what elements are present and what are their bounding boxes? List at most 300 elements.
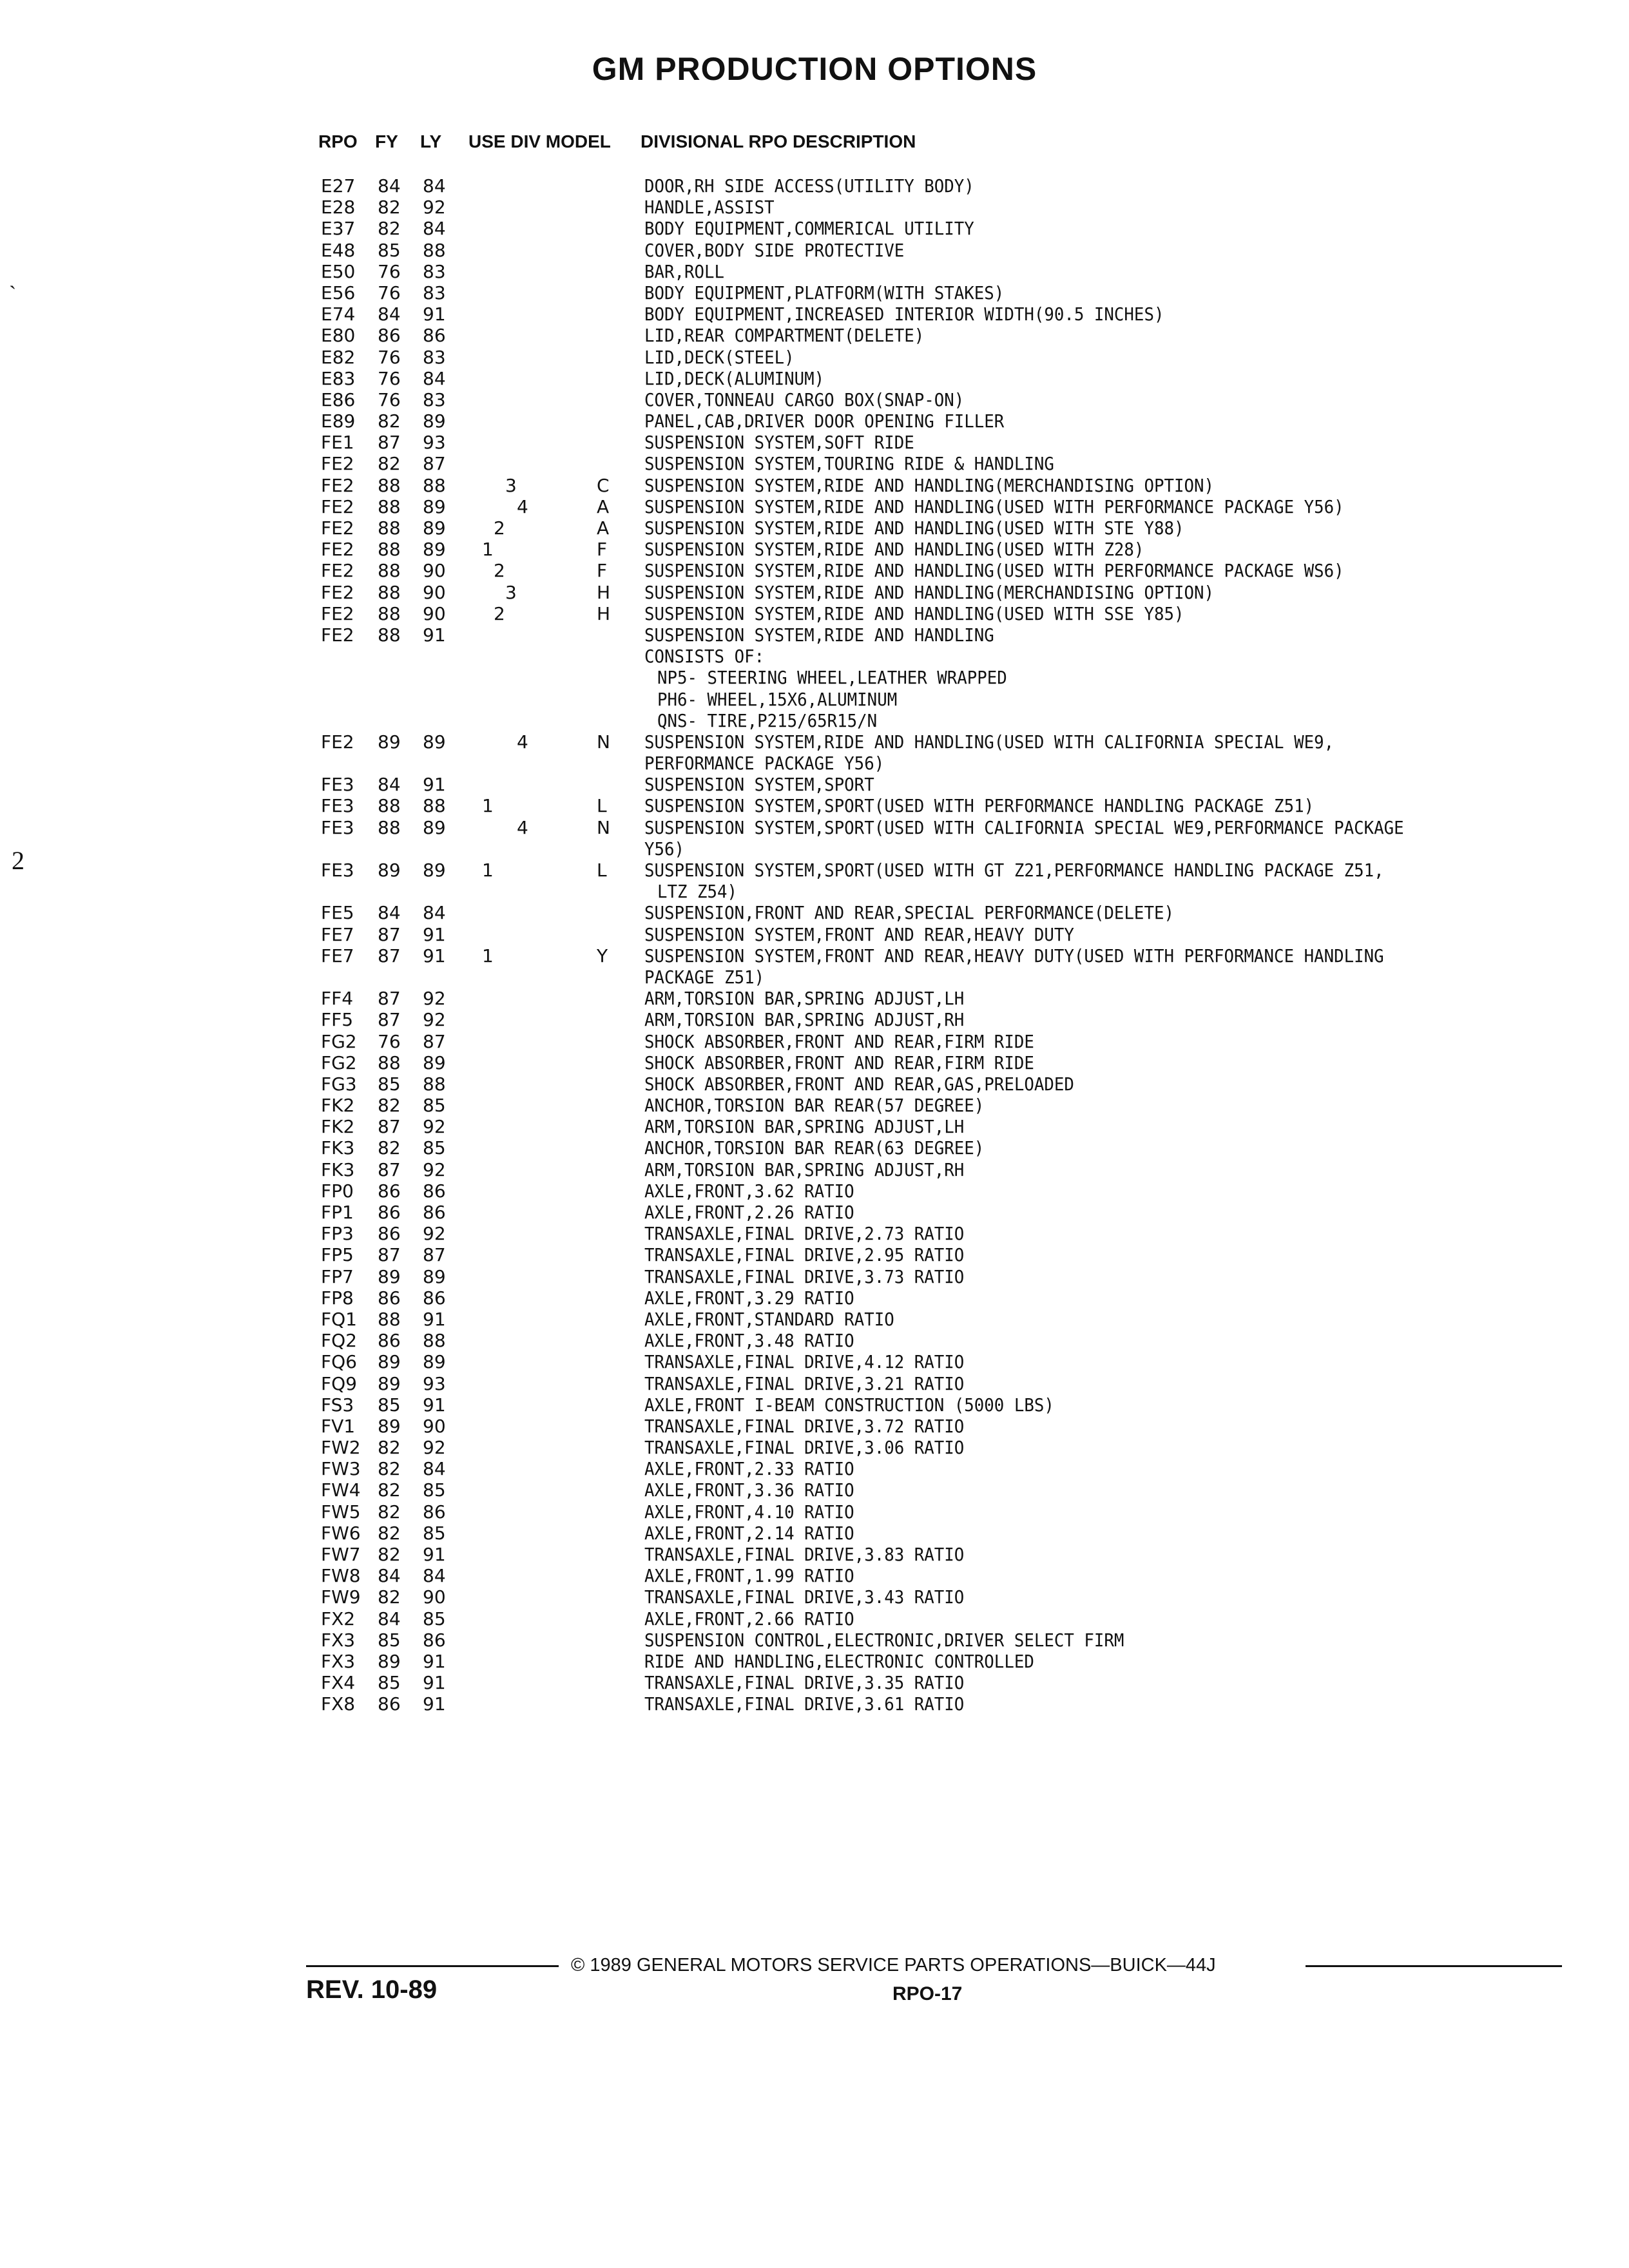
ly-cell: 93 [423,432,446,454]
description-cell: PH6- WHEEL,15X6,ALUMINUM [657,688,898,710]
table-row [0,710,1629,731]
fy-cell: 87 [378,945,401,966]
fy-cell: 82 [378,1501,401,1523]
fy-cell: 86 [378,1287,401,1309]
rpo-cell: E80 [321,325,356,347]
fy-cell: 89 [378,1415,401,1437]
table-row [0,838,1629,860]
ly-cell: 91 [423,1544,446,1565]
ly-cell: 91 [423,1672,446,1694]
description-cell: SUSPENSION SYSTEM,SPORT(USED WITH GT Z21,PERFORMANCE HANDLING PACKAGE Z51, [644,860,1384,881]
table-row [0,988,1629,1009]
table-row [0,1394,1629,1416]
description-cell: AXLE,FRONT,3.29 RATIO [644,1287,854,1309]
table-row [0,1116,1629,1137]
table-row [0,795,1629,816]
table-row [0,175,1629,197]
description-cell: TRANSAXLE,FINAL DRIVE,3.21 RATIO [644,1372,965,1394]
description-cell: SUSPENSION SYSTEM,FRONT AND REAR,HEAVY DUTY(USED WITH PERFORMANCE HANDLING [644,945,1384,966]
rpo-cell: FP7 [321,1265,354,1287]
description-cell: PERFORMANCE PACKAGE Y56) [644,753,885,774]
description-cell: SUSPENSION SYSTEM,SPORT [644,774,874,796]
fy-cell: 88 [378,517,401,539]
table-row [0,560,1629,581]
ly-cell: 92 [423,197,446,218]
rpo-cell: E50 [321,260,356,282]
ly-cell: 87 [423,453,446,475]
fy-cell: 88 [378,602,401,624]
description-cell: TRANSAXLE,FINAL DRIVE,3.83 RATIO [644,1544,965,1565]
page-title: GM PRODUCTION OPTIONS [592,51,1037,87]
rpo-cell: FX3 [321,1650,356,1672]
fy-cell: 88 [378,539,401,561]
ly-cell: 89 [423,1265,446,1287]
ly-cell: 91 [423,1650,446,1672]
ly-cell: 90 [423,602,446,624]
description-cell: DOOR,RH SIDE ACCESS(UTILITY BODY) [644,175,974,197]
rpo-cell: FV1 [321,1415,356,1437]
fy-cell: 89 [378,1372,401,1394]
model-cell: L [597,860,607,881]
description-cell: AXLE,FRONT,3.48 RATIO [644,1330,854,1352]
table-row [0,1586,1629,1608]
rpo-cell: FE2 [321,453,354,475]
description-cell: AXLE,FRONT,STANDARD RATIO [644,1308,894,1330]
description-cell: TRANSAXLE,FINAL DRIVE,2.95 RATIO [644,1244,965,1266]
table-row [0,1244,1629,1265]
rpo-cell: FQ1 [321,1308,357,1330]
margin-mark: 2 [12,846,24,875]
rpo-cell: FP0 [321,1180,354,1202]
table-row [0,646,1629,667]
fy-cell: 82 [378,1522,401,1544]
table-row [0,1416,1629,1437]
fy-cell: 85 [378,239,401,261]
rpo-cell: FE5 [321,902,354,924]
description-cell: SUSPENSION SYSTEM,RIDE AND HANDLING(USED WITH SSE Y85) [644,602,1184,624]
rpo-cell: FK2 [321,1116,355,1138]
rpo-cell: FW7 [321,1544,361,1565]
fy-cell: 84 [378,902,401,924]
rpo-cell: FE3 [321,860,354,881]
ly-cell: 91 [423,1693,446,1715]
rpo-cell: FF5 [321,1009,354,1031]
rpo-cell: FW5 [321,1501,361,1523]
rpo-cell: FW4 [321,1479,361,1501]
rpo-cell: FW6 [321,1522,361,1544]
ly-cell: 84 [423,175,446,197]
fy-cell: 87 [378,432,401,454]
rpo-cell: FK3 [321,1137,355,1159]
rpo-cell: FG3 [321,1073,357,1095]
table-row [0,1565,1629,1586]
table-row [0,453,1629,474]
ly-cell: 84 [423,1565,446,1587]
model-cell: A [597,495,610,517]
rpo-cell: FP3 [321,1223,354,1245]
rpo-cell: FX4 [321,1672,356,1694]
model-cell: N [597,731,610,753]
fy-cell: 87 [378,1009,401,1031]
table-row [0,1309,1629,1330]
description-cell: ARM,TORSION BAR,SPRING ADJUST,LH [644,988,965,1010]
fy-cell: 82 [378,410,401,432]
ly-cell: 90 [423,1415,446,1437]
description-cell: AXLE,FRONT,2.26 RATIO [644,1202,854,1223]
fy-cell: 88 [378,495,401,517]
description-cell: AXLE,FRONT,3.62 RATIO [644,1180,854,1202]
fy-cell: 86 [378,1180,401,1202]
use-div-cell: 2 [494,517,505,539]
header-rpo: RPO [318,131,358,151]
description-cell: SUSPENSION SYSTEM,RIDE AND HANDLING(USED WITH Z28) [644,539,1144,561]
description-cell: TRANSAXLE,FINAL DRIVE,4.12 RATIO [644,1351,965,1373]
table-row [0,1629,1629,1651]
description-cell: SUSPENSION SYSTEM,RIDE AND HANDLING(USED WITH PERFORMANCE PACKAGE Y56) [644,495,1344,517]
description-cell: SUSPENSION SYSTEM,RIDE AND HANDLING(USED WITH PERFORMANCE PACKAGE WS6) [644,560,1344,582]
table-row [0,368,1629,389]
footer-copyright: © 1989 GENERAL MOTORS SERVICE PARTS OPERATIONS—BUICK—44J [571,1955,1216,1975]
use-div-cell: 2 [494,560,505,582]
table-row [0,1501,1629,1523]
description-cell: AXLE,FRONT,1.99 RATIO [644,1565,854,1587]
rpo-cell: FX3 [321,1629,356,1651]
rpo-cell: FE7 [321,923,354,945]
ly-cell: 86 [423,1180,446,1202]
fy-cell: 76 [378,346,401,368]
rpo-cell: E83 [321,367,356,389]
description-cell: TRANSAXLE,FINAL DRIVE,3.35 RATIO [644,1672,965,1694]
fy-cell: 88 [378,1052,401,1073]
header-description: DIVISIONAL RPO DESCRIPTION [641,131,916,151]
fy-cell: 82 [378,197,401,218]
ly-cell: 89 [423,517,446,539]
fy-cell: 84 [378,774,401,796]
rpo-cell: FX8 [321,1693,356,1715]
fy-cell: 88 [378,1308,401,1330]
table-row [0,945,1629,966]
rpo-cell: FW3 [321,1458,361,1480]
rpo-cell: E82 [321,346,356,368]
fy-cell: 89 [378,1351,401,1373]
table-row [0,539,1629,560]
description-cell: TRANSAXLE,FINAL DRIVE,3.72 RATIO [644,1415,965,1437]
use-div-cell: 1 [482,539,494,561]
table-row [0,1693,1629,1715]
ly-cell: 91 [423,945,446,966]
description-cell: TRANSAXLE,FINAL DRIVE,3.61 RATIO [644,1693,965,1715]
use-div-cell: 3 [505,474,517,496]
ly-cell: 89 [423,731,446,753]
fy-cell: 86 [378,325,401,347]
table-row [0,325,1629,346]
header-fy: FY [375,131,398,151]
table-row [0,303,1629,325]
description-cell: BODY EQUIPMENT,PLATFORM(WITH STAKES) [644,282,1005,303]
ly-cell: 86 [423,1202,446,1223]
description-cell: Y56) [644,838,685,860]
rpo-cell: FQ9 [321,1372,357,1394]
fy-cell: 82 [378,1095,401,1117]
ly-cell: 86 [423,1501,446,1523]
fy-cell: 84 [378,1608,401,1629]
description-cell: CONSISTS OF: [644,646,765,668]
fy-cell: 82 [378,218,401,240]
description-cell: BODY EQUIPMENT,INCREASED INTERIOR WIDTH(90.5 INCHES) [644,303,1164,325]
fy-cell: 88 [378,795,401,817]
description-cell: COVER,TONNEAU CARGO BOX(SNAP-ON) [644,389,965,410]
table-row [0,1031,1629,1052]
ly-cell: 90 [423,581,446,603]
description-cell: SUSPENSION SYSTEM,FRONT AND REAR,HEAVY DUTY [644,923,1074,945]
description-cell: LID,DECK(STEEL) [644,346,795,368]
ly-cell: 91 [423,774,446,796]
description-cell: SHOCK ABSORBER,FRONT AND REAR,FIRM RIDE [644,1052,1034,1073]
use-div-cell: 4 [517,816,528,838]
model-cell: C [597,474,610,496]
ly-cell: 89 [423,539,446,561]
fy-cell: 88 [378,816,401,838]
fy-cell: 84 [378,303,401,325]
ly-cell: 83 [423,346,446,368]
table-row [0,1330,1629,1351]
rpo-cell: FP8 [321,1287,354,1309]
table-row [0,1009,1629,1030]
description-cell: PANEL,CAB,DRIVER DOOR OPENING FILLER [644,410,1005,432]
ly-cell: 85 [423,1522,446,1544]
rpo-cell: E74 [321,303,356,325]
rpo-cell: FE2 [321,624,354,646]
description-cell: SUSPENSION CONTROL,ELECTRONIC,DRIVER SELECT FIRM [644,1629,1124,1651]
ly-cell: 84 [423,902,446,924]
ly-cell: 91 [423,1308,446,1330]
rpo-cell: FE2 [321,517,354,539]
description-cell: HANDLE,ASSIST [644,197,775,218]
description-cell: SUSPENSION,FRONT AND REAR,SPECIAL PERFORMANCE(DELETE) [644,902,1174,924]
table-row [0,667,1629,688]
table-row [0,410,1629,432]
ly-cell: 91 [423,1394,446,1416]
fy-cell: 87 [378,923,401,945]
ly-cell: 91 [423,923,446,945]
use-div-cell: 4 [517,495,528,517]
rpo-cell: E56 [321,282,356,303]
fy-cell: 86 [378,1693,401,1715]
table-row [0,1351,1629,1372]
table-row [0,924,1629,945]
rpo-cell: FE3 [321,816,354,838]
description-cell: TRANSAXLE,FINAL DRIVE,2.73 RATIO [644,1223,965,1245]
use-div-cell: 3 [505,581,517,603]
fy-cell: 82 [378,1458,401,1480]
table-row [0,731,1629,753]
ly-cell: 88 [423,795,446,817]
fy-cell: 82 [378,1479,401,1501]
fy-cell: 76 [378,1030,401,1052]
footer-rule-right [1306,1965,1562,1967]
fy-cell: 85 [378,1629,401,1651]
table-row [0,1052,1629,1073]
rpo-cell: FQ6 [321,1351,357,1373]
model-cell: F [597,539,608,561]
use-div-cell: 1 [482,860,494,881]
ly-cell: 89 [423,1351,446,1373]
table-row [0,475,1629,496]
description-cell: SUSPENSION SYSTEM,TOURING RIDE & HANDLING [644,453,1054,475]
description-cell: SUSPENSION SYSTEM,RIDE AND HANDLING(MERCHANDISING OPTION) [644,474,1215,496]
table-row [0,1073,1629,1095]
description-cell: SUSPENSION SYSTEM,SPORT(USED WITH CALIFORNIA SPECIAL WE9,PERFORMANCE PACKAGE [644,816,1404,838]
table-row [0,1672,1629,1693]
ly-cell: 90 [423,560,446,582]
fy-cell: 88 [378,474,401,496]
ly-cell: 88 [423,1073,446,1095]
rpo-cell: FE2 [321,602,354,624]
ly-cell: 92 [423,1437,446,1459]
rpo-cell: FK2 [321,1095,355,1117]
rpo-cell: FP1 [321,1202,354,1223]
fy-cell: 85 [378,1073,401,1095]
rpo-cell: E89 [321,410,356,432]
table-row [0,1137,1629,1158]
table-row [0,753,1629,774]
fy-cell: 88 [378,560,401,582]
ly-cell: 86 [423,1629,446,1651]
ly-cell: 92 [423,988,446,1010]
ly-cell: 90 [423,1586,446,1608]
table-row [0,1159,1629,1180]
ly-cell: 92 [423,1009,446,1031]
rpo-cell: FE2 [321,581,354,603]
model-cell: A [597,517,610,539]
fy-cell: 76 [378,282,401,303]
table-row [0,603,1629,624]
model-cell: Y [597,945,608,966]
rpo-cell: FF4 [321,988,354,1010]
description-cell: TRANSAXLE,FINAL DRIVE,3.73 RATIO [644,1265,965,1287]
rpo-cell: FE2 [321,560,354,582]
fy-cell: 76 [378,260,401,282]
ly-cell: 85 [423,1608,446,1629]
table-row [0,197,1629,218]
rpo-cell: FE2 [321,474,354,496]
model-cell: H [597,581,611,603]
ly-cell: 87 [423,1244,446,1266]
table-row [0,817,1629,838]
table-row [0,1651,1629,1672]
rpo-cell: FW8 [321,1565,361,1587]
ly-cell: 89 [423,495,446,517]
rpo-cell: FK3 [321,1158,355,1180]
fy-cell: 87 [378,1158,401,1180]
rpo-cell: E28 [321,197,356,218]
use-div-cell: 1 [482,795,494,817]
rpo-cell: FS3 [321,1394,354,1416]
fy-cell: 87 [378,1244,401,1266]
table-row [0,1458,1629,1479]
rpo-cell: E48 [321,239,356,261]
ly-cell: 89 [423,816,446,838]
table-row [0,1287,1629,1309]
fy-cell: 82 [378,1586,401,1608]
description-cell: SUSPENSION SYSTEM,RIDE AND HANDLING(MERCHANDISING OPTION) [644,581,1215,603]
description-cell: SUSPENSION SYSTEM,RIDE AND HANDLING(USED WITH STE Y88) [644,517,1184,539]
table-row [0,1266,1629,1287]
table-row [0,966,1629,988]
description-cell: SUSPENSION SYSTEM,RIDE AND HANDLING(USED WITH CALIFORNIA SPECIAL WE9, [644,731,1335,753]
rpo-cell: FE1 [321,432,354,454]
ly-cell: 88 [423,239,446,261]
fy-cell: 82 [378,1137,401,1159]
table-row [0,1544,1629,1565]
description-cell: ARM,TORSION BAR,SPRING ADJUST,RH [644,1009,965,1031]
description-cell: AXLE,FRONT,3.36 RATIO [644,1479,854,1501]
fy-cell: 82 [378,453,401,475]
fy-cell: 82 [378,1437,401,1459]
table-row [0,1095,1629,1116]
description-cell: COVER,BODY SIDE PROTECTIVE [644,239,905,261]
description-cell: ANCHOR,TORSION BAR REAR(57 DEGREE) [644,1095,985,1117]
rpo-table [0,175,1629,1715]
use-div-cell: 2 [494,602,505,624]
fy-cell: 85 [378,1672,401,1694]
description-cell: SHOCK ABSORBER,FRONT AND REAR,GAS,PRELOADED [644,1073,1074,1095]
ly-cell: 92 [423,1116,446,1138]
fy-cell: 87 [378,1116,401,1138]
rpo-cell: E37 [321,218,356,240]
ly-cell: 86 [423,1287,446,1309]
ly-cell: 85 [423,1479,446,1501]
table-row [0,517,1629,539]
ly-cell: 89 [423,1052,446,1073]
ly-cell: 83 [423,260,446,282]
table-row [0,432,1629,453]
fy-cell: 76 [378,389,401,410]
rpo-cell: FQ2 [321,1330,357,1352]
ly-cell: 92 [423,1158,446,1180]
rpo-cell: FE2 [321,539,354,561]
rpo-cell: E86 [321,389,356,410]
rpo-cell: FE2 [321,495,354,517]
description-cell: ARM,TORSION BAR,SPRING ADJUST,LH [644,1116,965,1138]
table-row [0,860,1629,881]
model-cell: L [597,795,607,817]
header-ly: LY [420,131,442,151]
description-cell: AXLE,FRONT,2.66 RATIO [644,1608,854,1629]
rpo-cell: FP5 [321,1244,354,1266]
description-cell: AXLE,FRONT,4.10 RATIO [644,1501,854,1523]
rpo-cell: E27 [321,175,356,197]
ly-cell: 88 [423,1330,446,1352]
fy-cell: 84 [378,1565,401,1587]
fy-cell: 89 [378,1650,401,1672]
table-row [0,1523,1629,1544]
table-row [0,240,1629,261]
description-cell: LID,REAR COMPARTMENT(DELETE) [644,325,925,347]
ly-cell: 84 [423,218,446,240]
table-row [0,881,1629,902]
use-div-cell: 4 [517,731,528,753]
model-cell: N [597,816,610,838]
model-cell: H [597,602,611,624]
description-cell: NP5- STEERING WHEEL,LEATHER WRAPPED [657,667,1007,689]
fy-cell: 89 [378,860,401,881]
ly-cell: 85 [423,1095,446,1117]
table-row [0,496,1629,517]
description-cell: AXLE,FRONT,2.33 RATIO [644,1458,854,1480]
description-cell: AXLE,FRONT,2.14 RATIO [644,1522,854,1544]
table-row [0,282,1629,303]
